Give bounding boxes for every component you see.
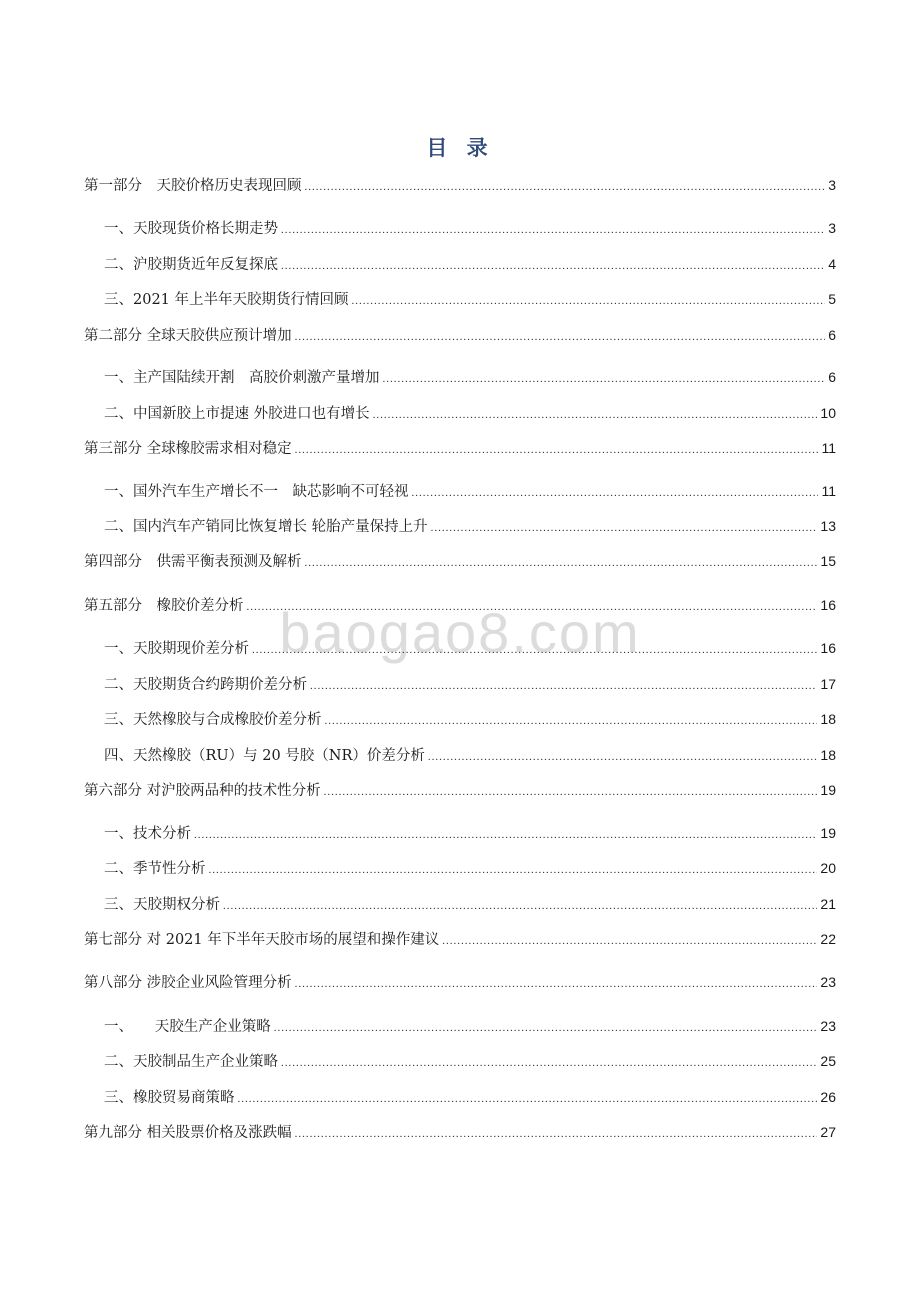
toc-entry-section[interactable] (104, 217, 836, 241)
leader-dots (383, 373, 826, 385)
toc-entry-page: 27 (820, 1124, 836, 1140)
leader-dots (352, 295, 826, 307)
toc-entry-section[interactable] (104, 288, 836, 312)
leader-dots (295, 331, 826, 343)
toc-entry-part-8[interactable] (84, 971, 836, 995)
toc-entry-label: 三、天然橡胶与合成橡胶价差分析 (104, 712, 322, 728)
toc-entry-part-7[interactable] (84, 928, 836, 952)
leader-dots (428, 751, 818, 763)
toc-entry-part-3[interactable] (84, 437, 836, 461)
toc-entry-label: 第五部分 橡胶价差分析 (84, 598, 244, 614)
toc-entry-label: 第九部分 相关股票价格及涨跌幅 (84, 1125, 292, 1141)
watermark: baogao8.com (279, 601, 641, 664)
toc-entry-label: 二、沪胶期货近年反复探底 (104, 257, 278, 273)
leader-dots (223, 900, 817, 912)
toc-entry-label: 第三部分 全球橡胶需求相对稳定 (84, 441, 292, 457)
toc-entry-part-2[interactable] (84, 324, 836, 348)
toc-entry-label: 一、天胶期现价差分析 (104, 641, 249, 657)
toc-entry-section[interactable] (104, 253, 836, 277)
toc-entry-section[interactable] (104, 822, 836, 846)
leader-dots (373, 409, 818, 421)
toc-entry-part-9[interactable] (84, 1121, 836, 1145)
toc-entry-label: 一、技术分析 (104, 826, 191, 842)
toc-entry-label: 第一部分 天胶价格历史表现回顾 (84, 178, 302, 194)
toc-entry-page: 16 (820, 640, 836, 656)
leader-dots (209, 864, 818, 876)
toc-entry-label: 二、中国新胶上市提速 外胶进口也有增长 (104, 406, 370, 422)
toc-entry-page: 21 (820, 896, 836, 912)
toc-entry-page: 13 (820, 518, 836, 534)
toc-entry-page: 19 (820, 782, 836, 798)
toc-entry-page: 15 (820, 553, 836, 569)
toc-entry-label: 二、天胶期货合约跨期价差分析 (104, 677, 307, 693)
toc-entry-page: 18 (820, 711, 836, 727)
leader-dots (431, 522, 818, 534)
toc-entry-label: 第八部分 涉胶企业风险管理分析 (84, 975, 292, 991)
toc-entry-section[interactable] (104, 708, 836, 732)
toc-entry-page: 4 (828, 256, 836, 272)
toc-entry-page: 11 (821, 483, 836, 499)
toc-entry-section[interactable] (104, 366, 836, 390)
leader-dots (442, 935, 817, 947)
toc-entry-page: 20 (820, 860, 836, 876)
leader-dots (295, 978, 818, 990)
toc-entry-page: 17 (820, 676, 836, 692)
toc-entry-section[interactable] (104, 744, 836, 768)
toc-entry-section[interactable] (104, 1086, 836, 1110)
leader-dots (274, 1022, 818, 1034)
leader-dots (412, 487, 819, 499)
toc-entry-part-1[interactable] (84, 174, 836, 198)
toc-entry-label: 一、天胶现货价格长期走势 (104, 221, 278, 237)
toc-entry-page: 23 (820, 974, 836, 990)
leader-dots (324, 786, 818, 798)
toc-entry-section[interactable] (104, 893, 836, 917)
toc-entry-label: 第四部分 供需平衡表预测及解析 (84, 554, 302, 570)
toc-entry-page: 11 (821, 440, 836, 456)
leader-dots (295, 1128, 818, 1140)
toc-entry-label: 一、 天胶生产企业策略 (104, 1019, 271, 1035)
toc-entry-section[interactable] (104, 857, 836, 881)
toc-entry-label: 三、2021 年上半年天胶期货行情回顾 (104, 292, 349, 308)
toc-entry-page: 26 (820, 1089, 836, 1105)
toc-title: 目 录 (426, 136, 494, 160)
leader-dots (295, 444, 819, 456)
leader-dots (305, 557, 818, 569)
toc-entry-label: 二、季节性分析 (104, 861, 206, 877)
toc-entry-page: 3 (828, 220, 836, 236)
toc-entry-page: 10 (820, 405, 836, 421)
leader-dots (238, 1093, 818, 1105)
leader-dots (252, 644, 817, 656)
toc-entry-page: 23 (820, 1018, 836, 1034)
toc-entry-label: 一、主产国陆续开割 高胶价刺激产量增加 (104, 370, 380, 386)
leader-dots (325, 715, 818, 727)
leader-dots (281, 260, 825, 272)
toc-entry-label: 三、天胶期权分析 (104, 897, 220, 913)
toc-entry-page: 3 (828, 177, 836, 193)
toc-entry-label: 二、天胶制品生产企业策略 (104, 1054, 278, 1070)
toc-entry-part-5[interactable] (84, 594, 836, 618)
toc-entry-section[interactable] (104, 673, 836, 697)
leader-dots (281, 224, 825, 236)
toc-entry-label: 二、国内汽车产销同比恢复增长 轮胎产量保持上升 (104, 519, 428, 535)
leader-dots (194, 829, 817, 841)
leader-dots (281, 1057, 817, 1069)
toc-entry-page: 5 (828, 291, 836, 307)
leader-dots (247, 601, 818, 613)
toc-entry-page: 6 (828, 327, 836, 343)
toc-entry-label: 三、橡胶贸易商策略 (104, 1090, 235, 1106)
toc-entry-section[interactable] (104, 515, 836, 539)
toc-entry-section[interactable] (104, 402, 836, 426)
toc-entry-section[interactable] (104, 1050, 836, 1074)
toc-entry-page: 16 (820, 597, 836, 613)
toc-entry-section[interactable] (104, 637, 836, 661)
toc-entry-label: 一、国外汽车生产增长不一 缺芯影响不可轻视 (104, 484, 409, 500)
toc-entry-page: 18 (820, 747, 836, 763)
toc-entry-label: 第六部分 对沪胶两品种的技术性分析 (84, 783, 321, 799)
leader-dots (305, 181, 826, 193)
toc-entry-part-4[interactable] (84, 550, 836, 574)
leader-dots (310, 680, 817, 692)
toc-entry-label: 第二部分 全球天胶供应预计增加 (84, 328, 292, 344)
toc-entry-label: 四、天然橡胶（RU）与 20 号胶（NR）价差分析 (104, 748, 425, 764)
toc-entry-page: 25 (820, 1053, 836, 1069)
toc-entry-page: 19 (820, 825, 836, 841)
toc-entry-section[interactable] (104, 1015, 836, 1039)
toc-entry-section[interactable] (104, 480, 836, 504)
toc-entry-page: 22 (820, 931, 836, 947)
toc-entry-page: 6 (828, 369, 836, 385)
toc-entry-part-6[interactable] (84, 779, 836, 803)
toc-entry-label: 第七部分 对 2021 年下半年天胶市场的展望和操作建议 (84, 932, 440, 948)
